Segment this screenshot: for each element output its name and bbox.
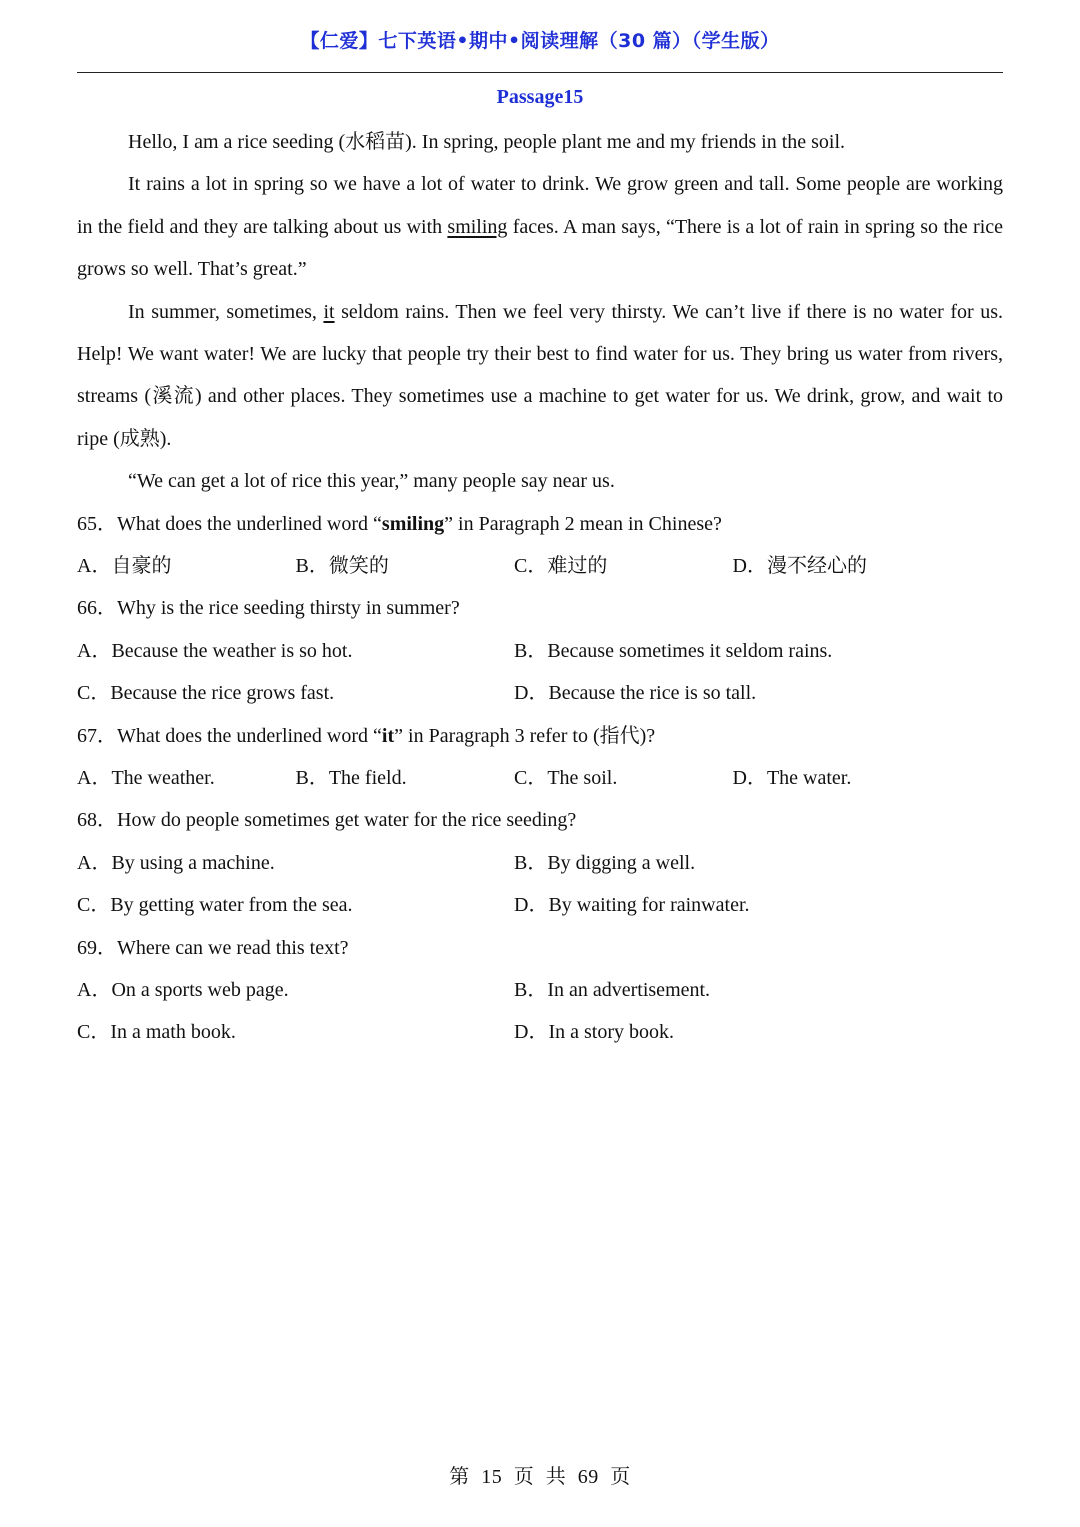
option-66-b: B．Because sometimes it seldom rains.: [514, 639, 833, 662]
option-68-a: A．By using a machine.: [77, 851, 275, 874]
document-header: 【仁爱】七下英语•期中•阅读理解（30 篇）（学生版）: [300, 30, 780, 52]
passage-title: Passage15: [496, 86, 584, 108]
options-69: [77, 969, 1003, 1054]
paragraph-4: “We can get a lot of rice this year,” many people say near us.: [128, 470, 615, 493]
option-67-c: C．The soil.: [514, 767, 618, 790]
question-67: 67．What does the underlined word “it” in Paragraph 3 refer to (指代)?: [77, 724, 656, 747]
option-66-d: D．Because the rice is so tall.: [514, 682, 757, 705]
option-65-c: C．难过的: [514, 555, 608, 578]
options-68: [77, 842, 1003, 927]
option-69-b: B．In an advertisement.: [514, 979, 711, 1002]
paragraph-2: It rains a lot in spring so we have a lot of water to drink. We grow green and tall. Some people are working in the field and they are talking about us with smiling faces. A man says, “There is a lot of rain in spring so the rice grows so well. That’s great.”: [77, 173, 1004, 281]
current-page-number: 15: [481, 1466, 503, 1488]
question-65: 65．What does the underlined word “smiling” in Paragraph 2 mean in Chinese?: [77, 512, 722, 535]
options-67: [77, 757, 1003, 799]
options-65: [77, 545, 1003, 587]
options-66: [77, 630, 1003, 715]
option-69-c: C．In a math book.: [77, 1021, 236, 1044]
underlined-word-smiling: smiling: [447, 215, 508, 238]
option-69-a: A．On a sports web page.: [77, 979, 289, 1002]
option-69-d: D．In a story book.: [514, 1021, 674, 1044]
header-divider: [77, 72, 1003, 73]
option-67-b: B．The field.: [295, 767, 407, 790]
option-67-a: A．The weather.: [77, 767, 215, 790]
paragraph-1: Hello, I am a rice seeding (水稻苗). In spring, people plant me and my friends in the soil.: [128, 131, 846, 153]
option-65-a: A．自豪的: [77, 555, 172, 578]
option-68-c: C．By getting water from the sea.: [77, 894, 353, 917]
question-66: 66．Why is the rice seeding thirsty in summer?: [77, 597, 460, 620]
passage-content: [77, 121, 1003, 1054]
underlined-word-it: it: [323, 300, 335, 323]
page-footer: 第 15 页 共 69 页: [449, 1466, 631, 1488]
option-66-c: C．Because the rice grows fast.: [77, 682, 335, 705]
option-66-a: A．Because the weather is so hot.: [77, 639, 353, 662]
option-68-b: B．By digging a well.: [514, 851, 696, 874]
total-page-count: 69: [577, 1466, 599, 1488]
option-68-d: D．By waiting for rainwater.: [514, 894, 750, 917]
option-67-d: D．The water.: [732, 767, 852, 790]
question-69: 69．Where can we read this text?: [77, 936, 349, 959]
paragraph-3: In summer, sometimes, it seldom rains. Then we feel very thirsty. We can’t live if there is no water for us. Help! We want water! We are lucky that people try their best to find water for us. They bring us water from rivers, streams (溪流) and other places. They sometimes use a machine to get water for us. We drink, grow, and wait to ripe (成熟).: [77, 300, 1004, 450]
question-68: 68．How do people sometimes get water for the rice seeding?: [77, 809, 577, 832]
option-65-b: B．微笑的: [295, 555, 389, 578]
option-65-d: D．漫不经心的: [732, 555, 867, 578]
